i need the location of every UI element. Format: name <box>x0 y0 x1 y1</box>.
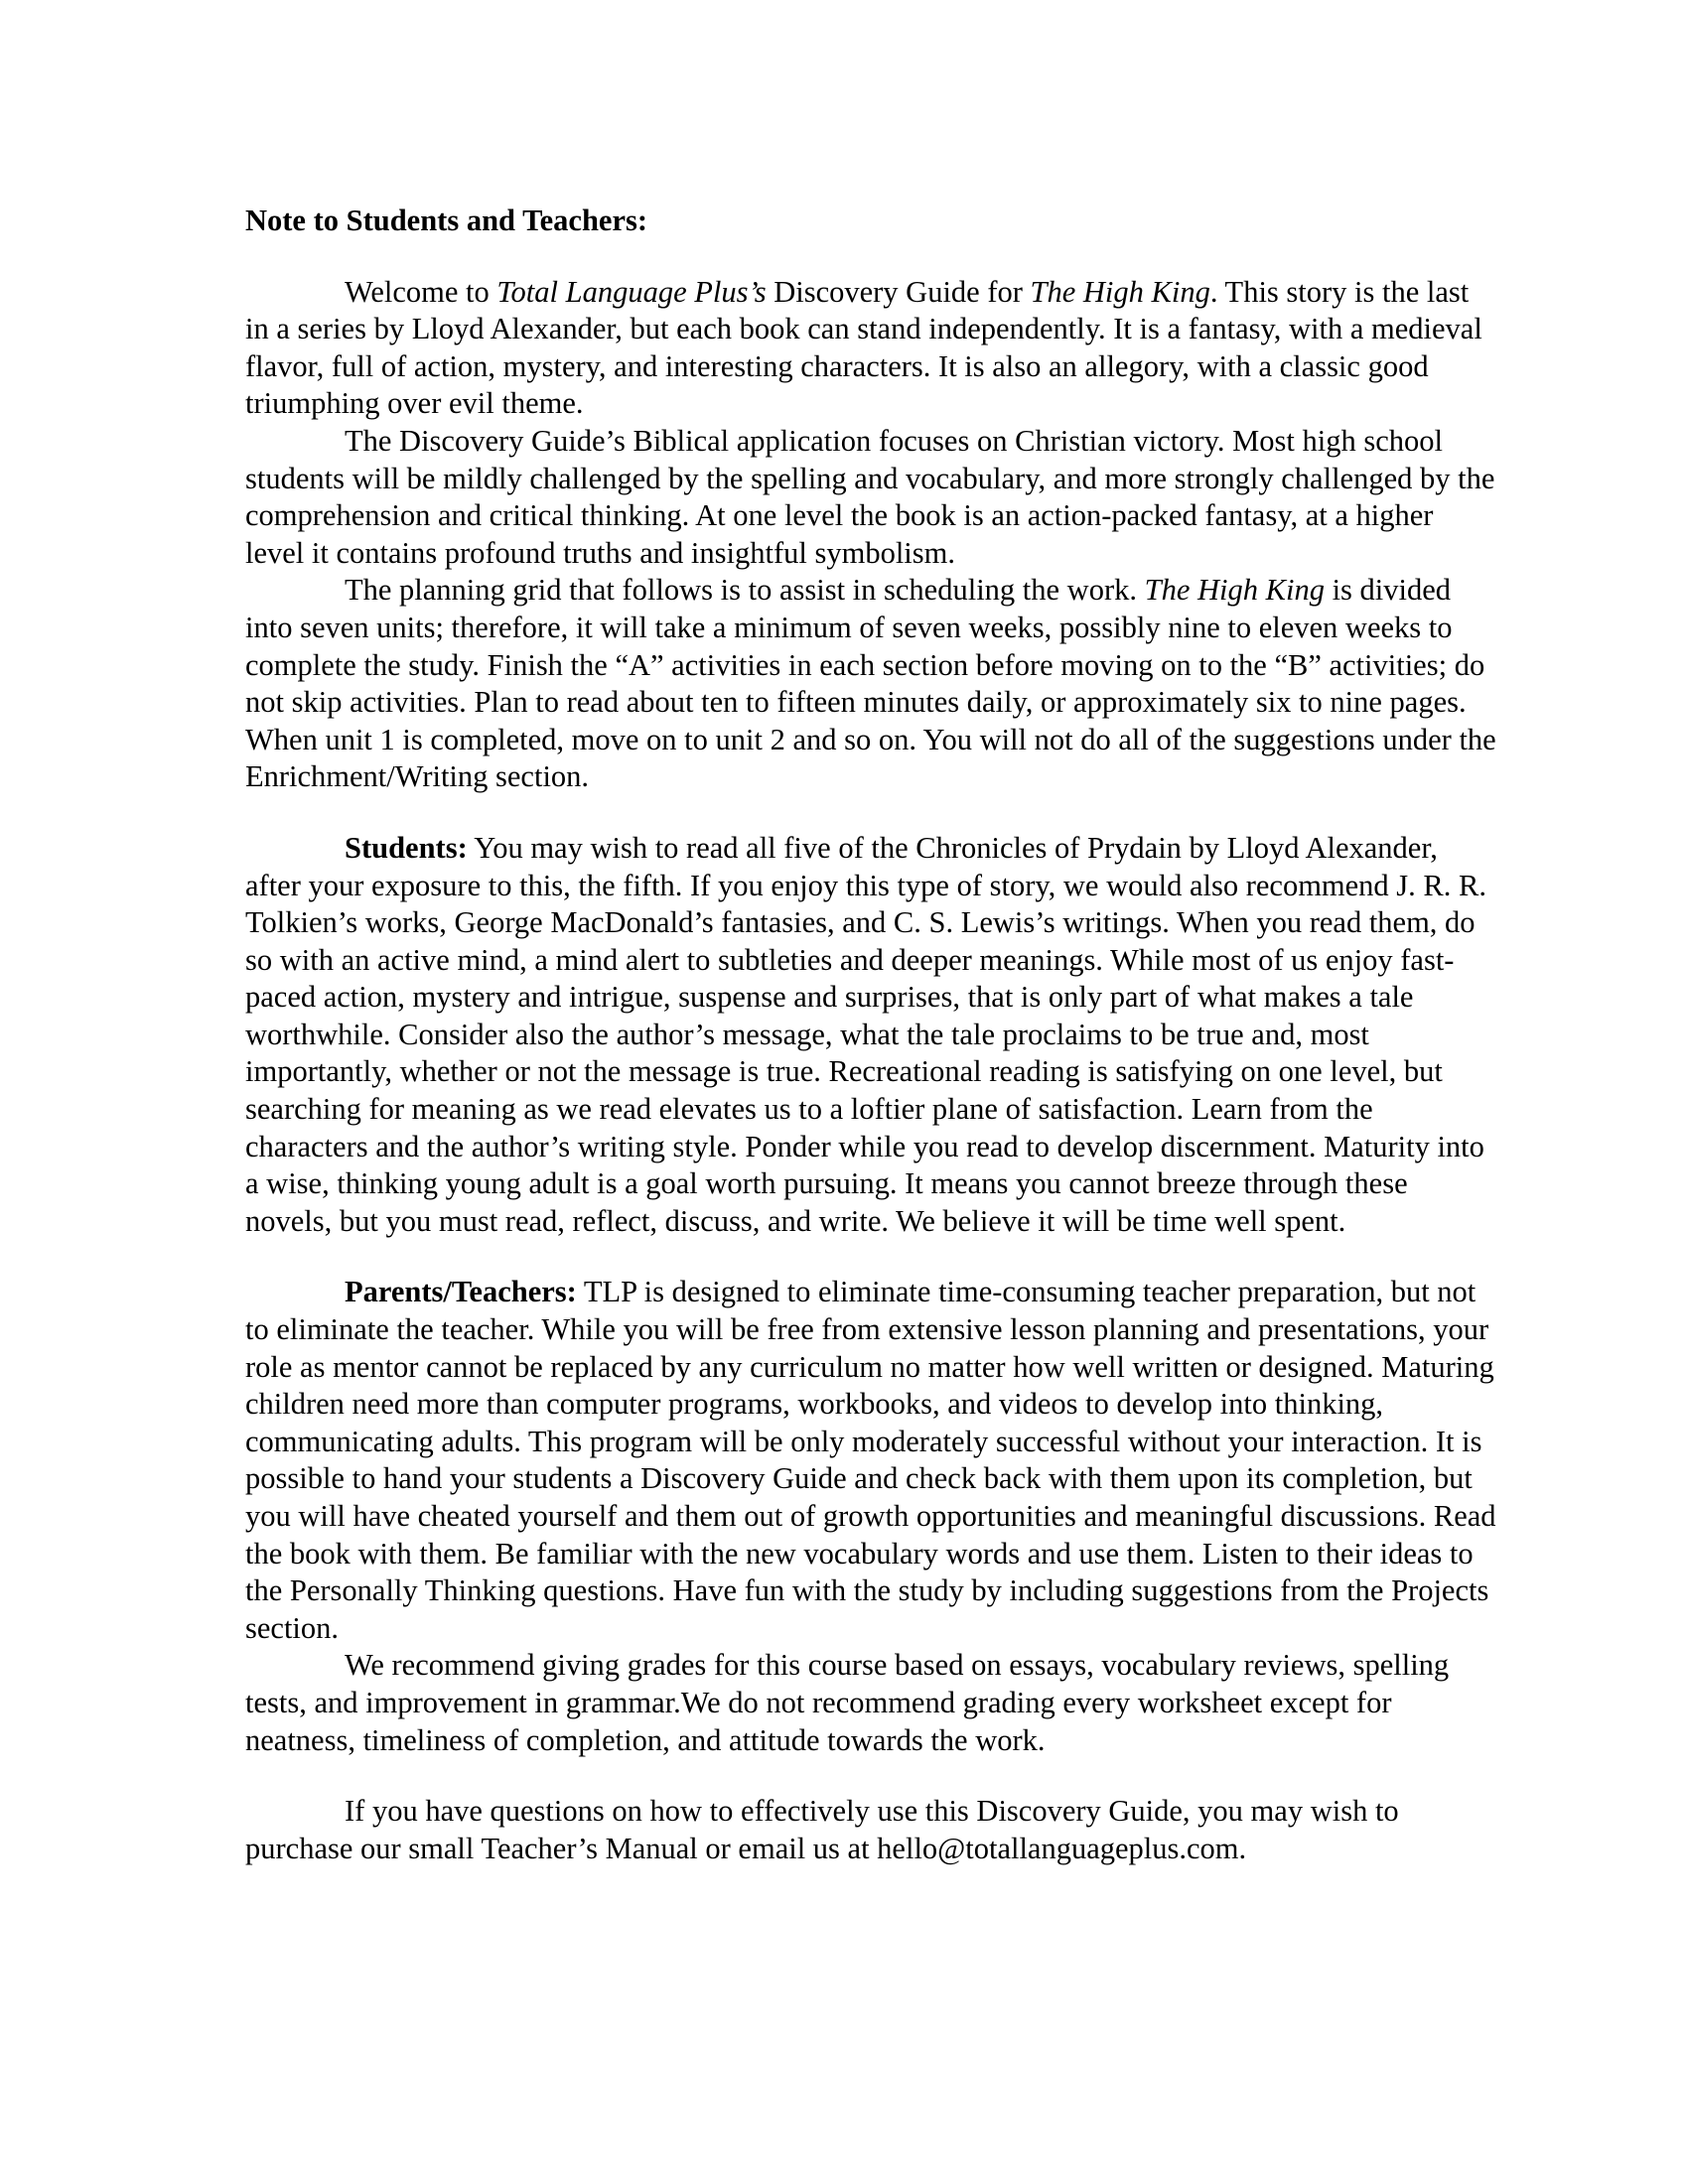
intro-paragraph-2: The Discovery Guide’s Biblical application focuses on Christian victory. Most high school students will be mildly challenged by the spelling and vocabulary, and more strongly challenged by the comprehension and critical thinking. At one level the book is an action-packed fantasy, at a higher level it contains profound truths and insightful symbolism. <box>245 423 1495 570</box>
book-title: The High King <box>1144 573 1325 608</box>
parents-paragraph <box>245 1274 1496 1647</box>
intro-paragraph-3 <box>245 572 1496 796</box>
document-page <box>245 203 1496 1867</box>
intro-text: The planning grid that follows is to assist in scheduling the work. <box>345 573 1145 608</box>
parents-text: TLP is designed to eliminate time-consuming teacher preparation, but not to eliminate the teacher. While you will be free from extensive lesson planning and presentations, your role as mentor cannot be replaced by any curriculum no matter how well written or designed. Maturing children need more than computer programs, workbooks, and videos to develop into thinking, communicating adults. This program will be only moderately successful without your interaction. It is possible to hand your students a Discovery Guide and check back with them upon its completion, but you will have cheated yourself and them out of growth opportunities and meaningful discussions. Read the book with them. Be familiar with the new vocabulary words and use them. Listen to their ideas to the Personally Thinking questions. Have fun with the study by including suggestions from the Projects section. <box>245 1275 1496 1645</box>
grades-paragraph: We recommend giving grades for this course based on essays, vocabulary reviews, spelling tests, and improvement in grammar.We do not recommend grading every worksheet except for neatness, timeliness of completion, and attitude towards the work. <box>245 1648 1450 1757</box>
intro-text: . This story is the last in a series by Lloyd Alexander, but each book can stand independently. It is a fantasy, with a medieval flavor, full of action, mystery, and interesting characters. It is also an allegory, with a classic good triumphing over evil theme. <box>245 274 1482 421</box>
intro-paragraph-1 <box>245 274 1496 423</box>
students-paragraph <box>245 830 1496 1241</box>
students-text: You may wish to read all five of the Chronicles of Prydain by Lloyd Alexander, after your exposure to this, the fifth. If you enjoy this type of story, we would also recommend J. R. R. Tolkien’s works, George MacDonald’s fantasies, and C. S. Lewis’s writings. When you read them, do so with an active mind, a mind alert to subtleties and deeper meanings. While most of us enjoy fast-paced action, mystery and intrigue, suspense and surprises, that is only part of what makes a tale worthwhile. Consider also the author’s message, what the tale proclaims to be true and, most importantly, whether or not the message is true. Recreational reading is satisfying on one level, but searching for meaning as we read elevates us to a loftier plane of satisfaction. Learn from the characters and the author’s writing style. Ponder while you read to develop discernment. Maturity into a wise, thinking young adult is a goal worth pursuing. It means you cannot breeze through these novels, but you must read, reflect, discuss, and write. We believe it will be time well spent. <box>245 830 1486 1238</box>
program-title: Total Language Plus’s <box>496 274 767 309</box>
students-label: Students: <box>345 830 468 865</box>
intro-text: Discovery Guide for <box>766 274 1031 309</box>
intro-text: Welcome to <box>345 274 497 309</box>
intro-text: is divided into seven units; therefore, it will take a minimum of seven weeks, possibly nine to eleven weeks to complete the study. Finish the “A” activities in each section before moving on to the “B” activities; do not skip activities. Plan to read about ten to fifteen minutes daily, or approximately six to nine pages. When unit 1 is completed, move on to unit 2 and so on. You will not do all of the suggestions under the Enrichment/Writing section. <box>245 573 1496 794</box>
page-heading: Note to Students and Teachers: <box>245 204 648 237</box>
parents-label: Parents/Teachers: <box>345 1275 577 1309</box>
book-title: The High King <box>1030 274 1210 309</box>
closing-paragraph: If you have questions on how to effectively use this Discovery Guide, you may wish to purchase our small Teacher’s Manual or email us at hello@totallanguageplus.com. <box>245 1794 1399 1865</box>
